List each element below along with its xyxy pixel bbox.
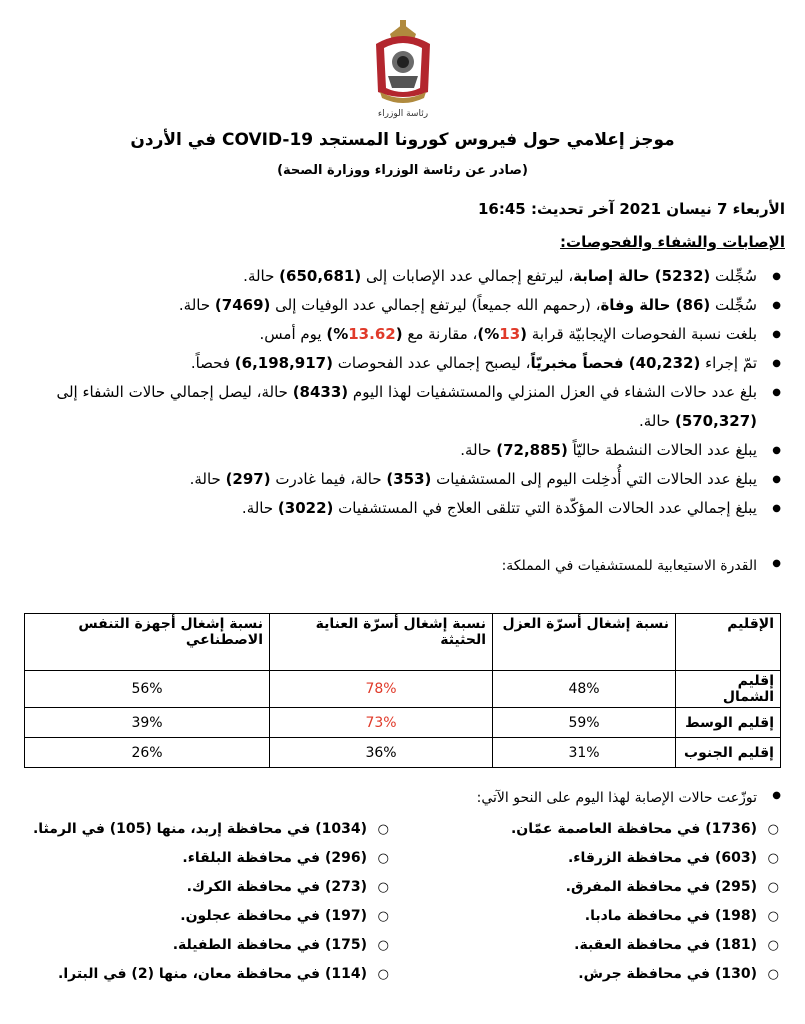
governorate-item: ○ (198) في محافظة مادبا. [395,902,785,931]
svg-text:رئاسة الوزراء: رئاسة الوزراء [377,109,429,119]
col-isolation-header: نسبة إشغال أسرّة العزل [493,614,676,671]
table-row [25,708,781,738]
update-dateline: الأربعاء 7 نيسان 2021 آخر تحديث: 16:45 [478,200,785,218]
table-header-row [25,614,781,671]
isolation-cell: 59% [493,708,676,738]
col-ventilator-header: نسبة إشغال أجهزة التنفس الاصطناعي [25,614,270,671]
bold-value: ( [520,325,528,343]
stat-bullet [20,436,785,465]
bullet-text: سُجِّلت [710,296,757,314]
jordan-coat-of-arms-logo [370,18,436,120]
bold-value: (40,232) فحصاً مخبريّاً [530,354,701,372]
bold-value: (8433) [292,383,349,401]
stat-bullet [20,494,785,523]
ventilator-cell: 56% [25,671,270,708]
page-title: موجز إعلامي حول فيروس كورونا المستجد COVID-19 في الأردن [130,130,675,150]
governorate-column-right [395,815,785,989]
isolation-cell: 48% [493,671,676,708]
distribution-label: ● توزّعت حالات الإصابة لهذا اليوم على النحو الآتي: [477,790,785,806]
governorate-column-left [5,815,395,989]
bold-value: (5232) حالة إصابة [573,267,711,285]
bullet-text: ، مقارنة مع [402,325,478,343]
isolation-cell: 31% [493,738,676,768]
region-cell: إقليم الوسط [676,708,781,738]
bullet-text: يبلغ عدد الحالات النشطة حاليّاً [567,441,757,459]
bullet-text: تمّ إجراء [700,354,757,372]
governorate-item: ○ (1034) في محافظة إربد، منها (105) في الرمثا. [5,815,395,844]
table-row [25,671,781,708]
bullet-text: فحصاً. [190,354,235,372]
ventilator-cell: 39% [25,708,270,738]
hospital-capacity-table [24,613,781,768]
bold-value: ( [395,325,403,343]
icu-cell: 36% [270,738,493,768]
icu-cell: 73% [270,708,493,738]
bullet-text: يبلغ إجمالي عدد الحالات المؤكّدة التي تتلقى العلاج في المستشفيات [333,499,757,517]
bullet-text: حالة. [638,412,675,430]
bullet-text: حالة. [243,267,280,285]
governorate-item: ○ (175) في محافظة الطفيلة. [5,931,395,960]
bullet-text: يوم أمس. [259,325,327,343]
section-heading: الإصابات والشفاء والفحوصات: [560,233,785,251]
highlight-value: 13 [499,325,521,343]
stat-bullet [20,262,785,291]
governorate-item: ○ (1736) في محافظة العاصمة عمّان. [395,815,785,844]
bullet-text: بلغ عدد حالات الشفاء في العزل المنزلي والمستشفيات لهذا اليوم [348,383,757,401]
highlight-value: 13.62 [348,325,396,343]
bold-value: %) [326,325,349,343]
ventilator-cell: 26% [25,738,270,768]
governorate-item: ○ (130) في محافظة جرش. [395,960,785,989]
bold-value: (353) [386,470,432,488]
bold-value: (86) حالة وفاة [600,296,711,314]
governorate-item: ○ (181) في محافظة العقبة. [395,931,785,960]
stats-bullet-list [20,262,785,523]
bullet-text: حالة، فيما غادرت [270,470,387,488]
governorate-item: ○ (603) في محافظة الزرقاء. [395,844,785,873]
bullet-text: حالة. [460,441,497,459]
bold-value: (6,198,917) [234,354,333,372]
governorate-item: ○ (273) في محافظة الكرك. [5,873,395,902]
governorate-item: ○ (296) في محافظة البلقاء. [5,844,395,873]
col-icu-header: نسبة إشغال أسرّة العناية الحثيثة [270,614,493,671]
stat-bullet [20,349,785,378]
bold-value: (3022) [277,499,334,517]
bold-value: (297) [225,470,271,488]
stat-bullet [20,320,785,349]
governorate-item: ○ (295) في محافظة المفرق. [395,873,785,902]
table-row [25,738,781,768]
bold-value: (650,681) [279,267,362,285]
capacity-label: ● القدرة الاستيعابية للمستشفيات في المملكة: [502,558,785,574]
region-cell: إقليم الشمال [676,671,781,708]
governorate-item: ○ (114) في محافظة معان، منها (2) في البترا. [5,960,395,989]
bullet-text: ، (رحمهم الله جميعاً) ليرتفع إجمالي عدد الوفيات إلى [270,296,601,314]
bullet-text: ، ليرتفع إجمالي عدد الإصابات إلى [361,267,574,285]
bullet-text: سُجِّلت [710,267,757,285]
stat-bullet [20,378,785,436]
col-region-header: الإقليم [676,614,781,671]
bold-value: %) [477,325,500,343]
bullet-text: يبلغ عدد الحالات التي أُدخِلت اليوم إلى المستشفيات [431,470,757,488]
bullet-text: بلغت نسبة الفحوصات الإيجابيّة قرابة [527,325,757,343]
governorate-item: ○ (197) في محافظة عجلون. [5,902,395,931]
bullet-text: حالة. [178,296,215,314]
icu-cell: 78% [270,671,493,708]
bold-value: (7469) [214,296,271,314]
stat-bullet [20,291,785,320]
bullet-text: ، ليصبح إجمالي عدد الفحوصات [332,354,531,372]
stat-bullet [20,465,785,494]
bullet-text: حالة، ليصل إجمالي حالات الشفاء إلى [56,383,293,401]
page-subtitle: (صادر عن رئاسة الوزراء ووزارة الصحة) [277,163,528,178]
bullet-text: حالة. [189,470,226,488]
region-cell: إقليم الجنوب [676,738,781,768]
bold-value: (72,885) [496,441,568,459]
bullet-text: حالة. [241,499,278,517]
bold-value: (570,327) [674,412,757,430]
